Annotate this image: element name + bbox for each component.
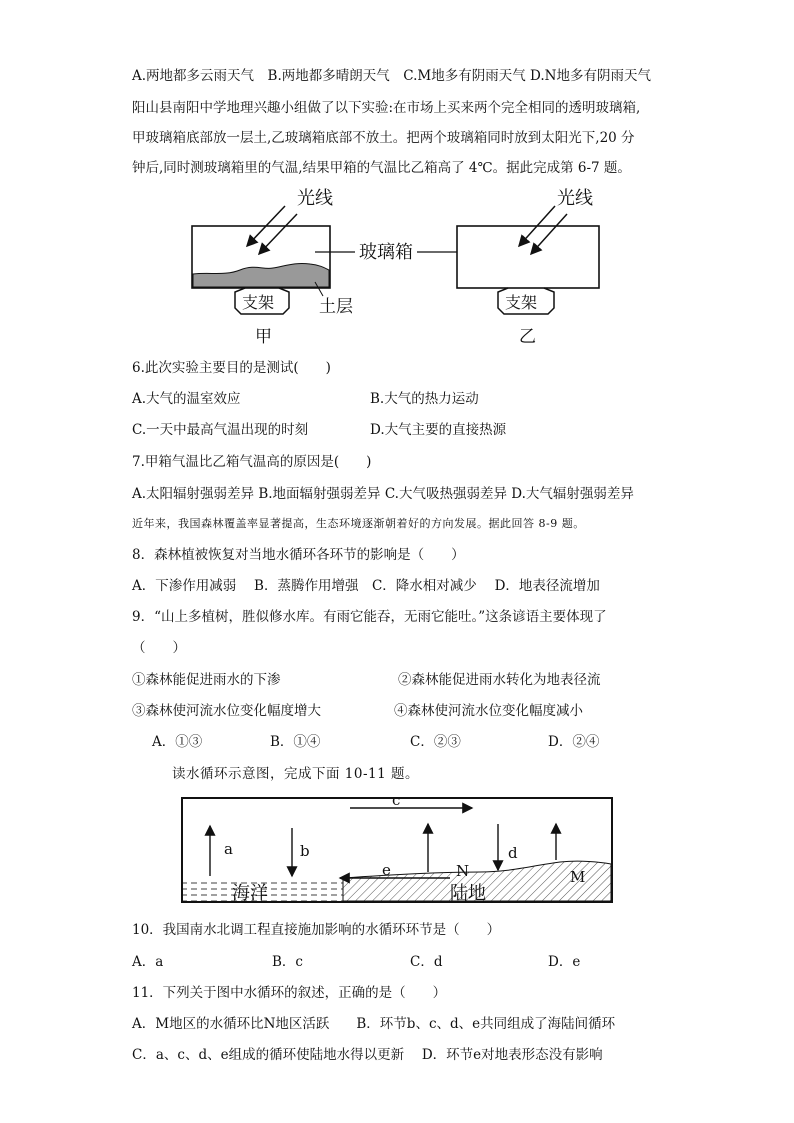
label-c: c bbox=[392, 796, 401, 809]
q10-option-a: A．a bbox=[132, 954, 164, 970]
label-ocean: 海洋 bbox=[232, 883, 268, 904]
box-jia-label: 甲 bbox=[255, 327, 272, 346]
label-n: N bbox=[456, 862, 470, 880]
light-label-right: 光线 bbox=[557, 188, 593, 209]
q9-paren: （ ） bbox=[132, 640, 186, 656]
soil-layer bbox=[193, 263, 329, 287]
q9-stem: 9．“山上多植树，胜似修水库。有雨它能吞，无雨它能吐。”这条谚语主要体现了 bbox=[132, 609, 607, 625]
q6-option-c: C.一天中最高气温出现的时刻 bbox=[132, 422, 309, 438]
q10-option-c: C．d bbox=[410, 954, 443, 970]
water-cycle-figure bbox=[180, 796, 616, 906]
label-e: e bbox=[382, 861, 391, 879]
stand-label-right: 支架 bbox=[505, 293, 538, 312]
light-ray-left-2 bbox=[259, 214, 297, 254]
intro-6-7-line3: 钟后,同时测玻璃箱里的气温,结果甲箱的气温比乙箱高了 4℃。据此完成第 6-7 题。 bbox=[132, 160, 631, 176]
label-d: d bbox=[508, 844, 518, 862]
q9-statement-3: ③森林使河流水位变化幅度增大 bbox=[132, 703, 321, 719]
intro-8-9: 近年来，我国森林覆盖率显著提高，生态环境逐渐朝着好的方向发展。据此回答 8-9 题。 bbox=[132, 517, 585, 530]
q9-statement-4: ④森林使河流水位变化幅度减小 bbox=[394, 703, 583, 719]
label-land: 陆地 bbox=[450, 883, 486, 904]
q9-option-a: A．①③ bbox=[152, 734, 203, 750]
q11-stem: 11．下列关于图中水循环的叙述，正确的是（ ） bbox=[132, 985, 447, 1001]
intro-10-11: 读水循环示意图，完成下面 10-11 题。 bbox=[172, 766, 420, 782]
q7-stem: 7.甲箱气温比乙箱气温高的原因是( ) bbox=[132, 454, 372, 470]
q7-options: A.太阳辐射强弱差异 B.地面辐射强弱差异 C.大气吸热强弱差异 D.大气辐射强弱差异 bbox=[132, 486, 634, 502]
q10-stem: 10．我国南水北调工程直接施加影响的水循环环节是（ ） bbox=[132, 922, 501, 938]
q8-stem: 8．森林植被恢复对当地水循环各环节的影响是（ ） bbox=[132, 547, 465, 563]
label-m: M bbox=[570, 868, 586, 886]
q11-options-line1: A．M地区的水循环比N地区活跃 B．环节b、c、d、e共同组成了海陆间循环 bbox=[132, 1016, 616, 1032]
q6-option-b: B.大气的热力运动 bbox=[370, 391, 479, 407]
q8-options: A．下渗作用减弱 B．蒸腾作用增强 C．降水相对减少 D．地表径流增加 bbox=[132, 578, 600, 594]
q9-statement-1: ①森林能促进雨水的下渗 bbox=[132, 672, 281, 688]
glass-box-label: 玻璃箱 bbox=[359, 242, 413, 263]
q9-option-c: C．②③ bbox=[410, 734, 461, 750]
q10-option-b: B．c bbox=[272, 954, 303, 970]
light-label-left: 光线 bbox=[297, 188, 333, 209]
q9-statement-2: ②森林能促进雨水转化为地表径流 bbox=[398, 672, 601, 688]
intro-6-7-line1: 阳山县南阳中学地理兴趣小组做了以下实验:在市场上买来两个完全相同的透明玻璃箱, bbox=[132, 100, 641, 116]
intro-6-7-line2: 甲玻璃箱底部放一层土,乙玻璃箱底部不放土。把两个玻璃箱同时放到太阳光下,20 分 bbox=[132, 130, 635, 146]
stand-label-left: 支架 bbox=[242, 293, 275, 312]
label-b: b bbox=[300, 842, 310, 860]
label-a: a bbox=[224, 840, 233, 858]
q9-option-b: B．①④ bbox=[270, 734, 321, 750]
q5-options: A.两地都多云雨天气 B.两地都多晴朗天气 C.M地多有阴雨天气 D.N地多有阴雨天气 bbox=[132, 68, 651, 84]
q9-option-d: D．②④ bbox=[548, 734, 600, 750]
glass-box-figure bbox=[185, 184, 615, 346]
soil-label: 土层 bbox=[319, 297, 353, 317]
box-yi-label: 乙 bbox=[519, 327, 536, 346]
q6-option-a: A.大气的温室效应 bbox=[132, 391, 241, 407]
light-ray-right-2 bbox=[531, 214, 567, 254]
q6-stem: 6.此次实验主要目的是测试( ) bbox=[132, 360, 331, 376]
q11-options-line2: C．a、c、d、e组成的循环使陆地水得以更新 D．环节e对地表形态没有影响 bbox=[132, 1047, 603, 1063]
q10-option-d: D．e bbox=[548, 954, 581, 970]
q6-option-d: D.大气主要的直接热源 bbox=[370, 422, 507, 438]
